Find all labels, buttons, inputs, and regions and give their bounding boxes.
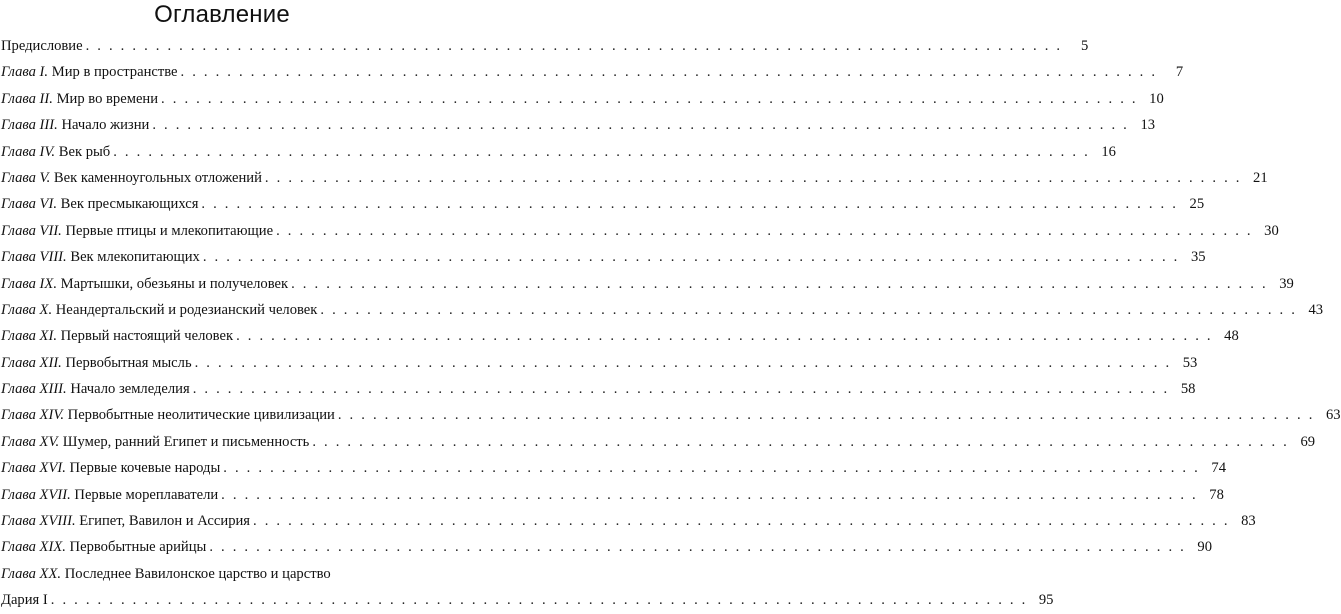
dot-leader: . . . . . . . . . . . . . . . . . . . . . . . . . . . . . . . . . . . . . . . . . . . . . . . . . . . . . . . . . . . . . . . . . . . . . . . . . . . . . . . . . . . . <box>161 90 1138 107</box>
toc-chapter-number: Глава XIX. <box>1 539 66 556</box>
toc-entry-title: Первые мореплаватели <box>74 486 219 503</box>
dot-leader: . . . . . . . . . . . . . . . . . . . . . . . . . . . . . . . . . . . . . . . . . . . . . . . . . . . . . . . . . . . . . . . . . . . . . . . . . . . . . . . . . . . . <box>223 460 1200 477</box>
toc-entry[interactable] <box>0 376 1196 402</box>
toc-entry-row <box>1 218 1279 244</box>
toc-page-number: 63 <box>1325 407 1341 424</box>
toc-entry[interactable] <box>0 534 1213 560</box>
toc-entry[interactable] <box>0 350 1198 376</box>
toc-page-number: 78 <box>1209 486 1224 503</box>
toc-entry-row <box>1 59 1184 85</box>
toc-entry-label <box>1 165 262 191</box>
toc-entry-row <box>1 297 1324 323</box>
toc-entry-label <box>1 402 335 428</box>
toc-entry-title: Первобытные арийцы <box>69 539 207 556</box>
toc-chapter-number: Глава XVII. <box>1 486 71 503</box>
toc-entry[interactable] <box>0 86 1164 112</box>
toc-entry-row <box>1 455 1226 481</box>
toc-entry[interactable] <box>0 297 1324 323</box>
toc-entry[interactable] <box>0 455 1226 481</box>
toc-entry-label <box>1 218 273 244</box>
dot-leader: . . . . . . . . . . . . . . . . . . . . . . . . . . . . . . . . . . . . . . . . . . . . . . . . . . . . . . . . . . . . . . . . . . . . . . . . . . . . . . . . . . . . <box>50 592 1028 609</box>
toc-entry-row <box>1 402 1341 428</box>
toc-entry-label <box>1 139 110 165</box>
toc-entry-row <box>1 139 1116 165</box>
dot-leader: . . . . . . . . . . . . . . . . . . . . . . . . . . . . . . . . . . . . . . . . . . . . . . . . . . . . . . . . . . . . . . . . . . . . . . . . . . . . . . . . . . . . <box>312 433 1290 450</box>
toc-entry-title: Египет, Вавилон и Ассирия <box>79 513 251 530</box>
toc-entry-label <box>1 244 200 270</box>
toc-page-number: 21 <box>1253 169 1268 186</box>
toc-entry-title: Шумер, ранний Египет и письменность <box>62 433 310 450</box>
toc-entry-title: Первобытные неолитические цивилизации <box>67 407 335 424</box>
dot-leader: . . . . . . . . . . . . . . . . . . . . . . . . . . . . . . . . . . . . . . . . . . . . . . . . . . . . . . . . . . . . . . . . . . . . . . . . . . . . . . . . . . . . <box>113 143 1090 160</box>
toc-entry-row <box>1 271 1294 297</box>
dot-leader: . . . . . . . . . . . . . . . . . . . . . . . . . . . . . . . . . . . . . . . . . . . . . . . . . . . . . . . . . . . . . . . . . . . . . . . . . . . . . . . . . . . . <box>209 539 1187 556</box>
toc-chapter-number: Глава XVIII. <box>1 513 76 530</box>
toc-entry[interactable] <box>0 59 1184 85</box>
dot-leader: . . . . . . . . . . . . . . . . . . . . . . . . . . . . . . . . . . . . . . . . . . . . . . . . . . . . . . . . . . . . . . . . . . . . . . . . . . . . . . . . . . . . <box>236 328 1213 345</box>
toc-page-number: 10 <box>1149 90 1164 107</box>
toc-chapter-number: Глава VI. <box>1 196 57 213</box>
toc-page-number: 25 <box>1189 196 1205 213</box>
dot-leader: . . . . . . . . . . . . . . . . . . . . . . . . . . . . . . . . . . . . . . . . . . . . . . . . . . . . . . . . . . . . . . . . . . . . . . . . . . . . . . . . . . . . <box>291 275 1268 292</box>
dot-leader: . . . . . . . . . . . . . . . . . . . . . . . . . . . . . . . . . . . . . . . . . . . . . . . . . . . . . . . . . . . . . . . . . . . . . . . . . . . . . . . . . . . . <box>264 169 1242 186</box>
toc-entry-row <box>1 244 1206 270</box>
toc-page-number: 58 <box>1180 381 1196 398</box>
toc-entry-label <box>1 33 83 59</box>
toc-entry-title: Начало жизни <box>61 117 150 134</box>
toc-page-number: 83 <box>1241 513 1256 530</box>
dot-leader: . . . . . . . . . . . . . . . . . . . . . . . . . . . . . . . . . . . . . . . . . . . . . . . . . . . . . . . . . . . . . . . . . . . . . . . . . . . . . . . . . . . . <box>85 38 1063 54</box>
toc-entry-row <box>1 33 1089 59</box>
toc-entry-row <box>1 86 1164 112</box>
dot-leader: . . . . . . . . . . . . . . . . . . . . . . . . . . . . . . . . . . . . . . . . . . . . . . . . . . . . . . . . . . . . . . . . . . . . . . . . . . . . . . . . . . . . <box>192 381 1170 398</box>
toc-entry-title: Первые птицы и млекопитающие <box>65 222 274 239</box>
toc-chapter-number: Глава XII. <box>1 354 62 371</box>
toc-chapter-number: Глава VII. <box>1 222 62 239</box>
toc-entry[interactable] <box>0 218 1279 244</box>
toc-entry-title: Предисловие <box>1 38 83 54</box>
toc-entry-label <box>1 482 218 508</box>
toc-entry[interactable] <box>0 561 1054 614</box>
toc-chapter-number: Глава III. <box>1 117 58 134</box>
toc-chapter-number: Глава I. <box>1 64 49 81</box>
toc-entry-title-continuation: Дария I <box>1 592 48 609</box>
toc-entry-title: Неандертальский и родезианский человек <box>55 301 318 318</box>
dot-leader: . . . . . . . . . . . . . . . . . . . . . . . . . . . . . . . . . . . . . . . . . . . . . . . . . . . . . . . . . . . . . . . . . . . . . . . . . . . . . . . . . . . . <box>276 222 1253 239</box>
toc-page-number: 69 <box>1300 433 1316 450</box>
toc-entry-label <box>1 429 309 455</box>
toc-entry-row <box>1 323 1239 349</box>
toc-page-number: 13 <box>1140 117 1156 134</box>
toc-page-number: 30 <box>1264 222 1279 239</box>
toc-page-number: 35 <box>1190 249 1206 266</box>
toc-entry-row <box>1 508 1256 534</box>
toc-entry-row <box>1 350 1198 376</box>
toc-page-number: 74 <box>1211 460 1226 477</box>
toc-entry-label <box>1 455 220 481</box>
toc-entry-label <box>1 350 192 376</box>
toc-entry[interactable] <box>0 429 1316 455</box>
toc-entry-label <box>1 534 206 560</box>
toc-page-number: 43 <box>1308 301 1324 318</box>
toc-chapter-number: Глава XIII. <box>1 381 67 398</box>
toc-entry-title: Первый настоящий человек <box>60 328 234 345</box>
toc-entry-row <box>1 429 1316 455</box>
toc-entry-label <box>1 112 149 138</box>
dot-leader: . . . . . . . . . . . . . . . . . . . . . . . . . . . . . . . . . . . . . . . . . . . . . . . . . . . . . . . . . . . . . . . . . . . . . . . . . . . . . . . . . . . . <box>194 354 1172 371</box>
dot-leader: . . . . . . . . . . . . . . . . . . . . . . . . . . . . . . . . . . . . . . . . . . . . . . . . . . . . . . . . . . . . . . . . . . . . . . . . . . . . . . . . . . . . <box>320 301 1298 318</box>
toc-entry-row <box>1 112 1156 138</box>
toc-entry-title: Мир в пространстве <box>51 64 178 81</box>
toc-entry-label <box>1 59 178 85</box>
toc-entry[interactable] <box>0 165 1268 191</box>
toc-entry-label <box>1 297 317 323</box>
toc-entry[interactable] <box>0 191 1205 217</box>
toc-page-number: 48 <box>1224 328 1239 345</box>
toc-entry-title: Первобытная мысль <box>65 354 192 371</box>
toc-chapter-number: Глава XV. <box>1 433 60 450</box>
toc-entry[interactable] <box>0 244 1206 270</box>
toc-entry-title: Век пресмыкающихся <box>60 196 199 213</box>
toc-entry-first-line <box>1 561 331 587</box>
toc-entry-title: Мартышки, обезьяны и получеловек <box>60 275 289 292</box>
toc-page-number: 53 <box>1182 354 1198 371</box>
toc-chapter-number: Глава V. <box>1 169 51 186</box>
dot-leader: . . . . . . . . . . . . . . . . . . . . . . . . . . . . . . . . . . . . . . . . . . . . . . . . . . . . . . . . . . . . . . . . . . . . . . . . . . . . . . . . . . . . <box>201 196 1179 213</box>
toc-entry[interactable] <box>0 33 1089 59</box>
toc-entry[interactable] <box>0 402 1341 428</box>
toc-entry-label <box>1 86 158 112</box>
toc-entry-row <box>1 587 1054 613</box>
dot-leader: . . . . . . . . . . . . . . . . . . . . . . . . . . . . . . . . . . . . . . . . . . . . . . . . . . . . . . . . . . . . . . . . . . . . . . . . . . . . . . . . . . . . <box>202 249 1180 266</box>
toc-page-number: 7 <box>1175 64 1184 81</box>
toc-chapter-number: Глава XX. <box>1 565 62 582</box>
toc-entry-title: Мир во времени <box>56 90 159 107</box>
toc-entry-label <box>1 271 288 297</box>
toc-page-number: 39 <box>1279 275 1294 292</box>
toc-entry-row <box>1 534 1213 560</box>
toc-entry-label <box>1 323 233 349</box>
toc-chapter-number: Глава IX. <box>1 275 57 292</box>
toc-page-number: 5 <box>1081 38 1089 54</box>
toc-entry-row <box>1 482 1224 508</box>
page-title: Оглавление <box>154 1 290 28</box>
toc-chapter-number: Глава X. <box>1 301 53 318</box>
toc-page-number: 16 <box>1101 143 1116 160</box>
toc-entry[interactable] <box>0 323 1239 349</box>
toc-chapter-number: Глава XIV. <box>1 407 64 424</box>
toc-chapter-number: Глава VIII. <box>1 249 67 266</box>
toc-entry-title: Последнее Вавилонское царство и царство <box>64 565 331 582</box>
dot-leader: . . . . . . . . . . . . . . . . . . . . . . . . . . . . . . . . . . . . . . . . . . . . . . . . . . . . . . . . . . . . . . . . . . . . . . . . . . . . . . . . . . . . <box>337 407 1315 424</box>
toc-entry-title: Начало земледелия <box>70 381 190 398</box>
toc-entry-label <box>1 508 250 534</box>
toc-entry[interactable] <box>0 482 1224 508</box>
toc-chapter-number: Глава IV. <box>1 143 56 160</box>
toc-entry-title: Век рыб <box>58 143 111 160</box>
toc-chapter-number: Глава XI. <box>1 328 57 345</box>
dot-leader: . . . . . . . . . . . . . . . . . . . . . . . . . . . . . . . . . . . . . . . . . . . . . . . . . . . . . . . . . . . . . . . . . . . . . . . . . . . . . . . . . . . . <box>221 486 1198 503</box>
toc-entry[interactable] <box>0 508 1256 534</box>
dot-leader: . . . . . . . . . . . . . . . . . . . . . . . . . . . . . . . . . . . . . . . . . . . . . . . . . . . . . . . . . . . . . . . . . . . . . . . . . . . . . . . . . . . . <box>180 64 1158 81</box>
toc-entry-title: Первые кочевые народы <box>69 460 221 477</box>
toc-entry-row <box>1 376 1196 402</box>
dot-leader: . . . . . . . . . . . . . . . . . . . . . . . . . . . . . . . . . . . . . . . . . . . . . . . . . . . . . . . . . . . . . . . . . . . . . . . . . . . . . . . . . . . . <box>152 117 1130 134</box>
toc-page-number: 95 <box>1038 592 1054 609</box>
toc-chapter-number: Глава XVI. <box>1 460 66 477</box>
toc-entry[interactable] <box>0 112 1156 138</box>
toc-chapter-number: Глава II. <box>1 90 53 107</box>
toc-entry[interactable] <box>0 139 1116 165</box>
toc-entry-title: Век млекопитающих <box>70 249 200 266</box>
dot-leader: . . . . . . . . . . . . . . . . . . . . . . . . . . . . . . . . . . . . . . . . . . . . . . . . . . . . . . . . . . . . . . . . . . . . . . . . . . . . . . . . . . . . <box>253 513 1230 530</box>
toc-list <box>0 33 1341 614</box>
toc-entry-label <box>1 376 190 402</box>
toc-entry-row <box>1 165 1268 191</box>
toc-entry-title: Век каменноугольных отложений <box>53 169 262 186</box>
toc-entry-label <box>1 191 198 217</box>
toc-entry[interactable] <box>0 271 1294 297</box>
toc-page-number: 90 <box>1197 539 1213 556</box>
toc-entry-row <box>1 191 1205 217</box>
